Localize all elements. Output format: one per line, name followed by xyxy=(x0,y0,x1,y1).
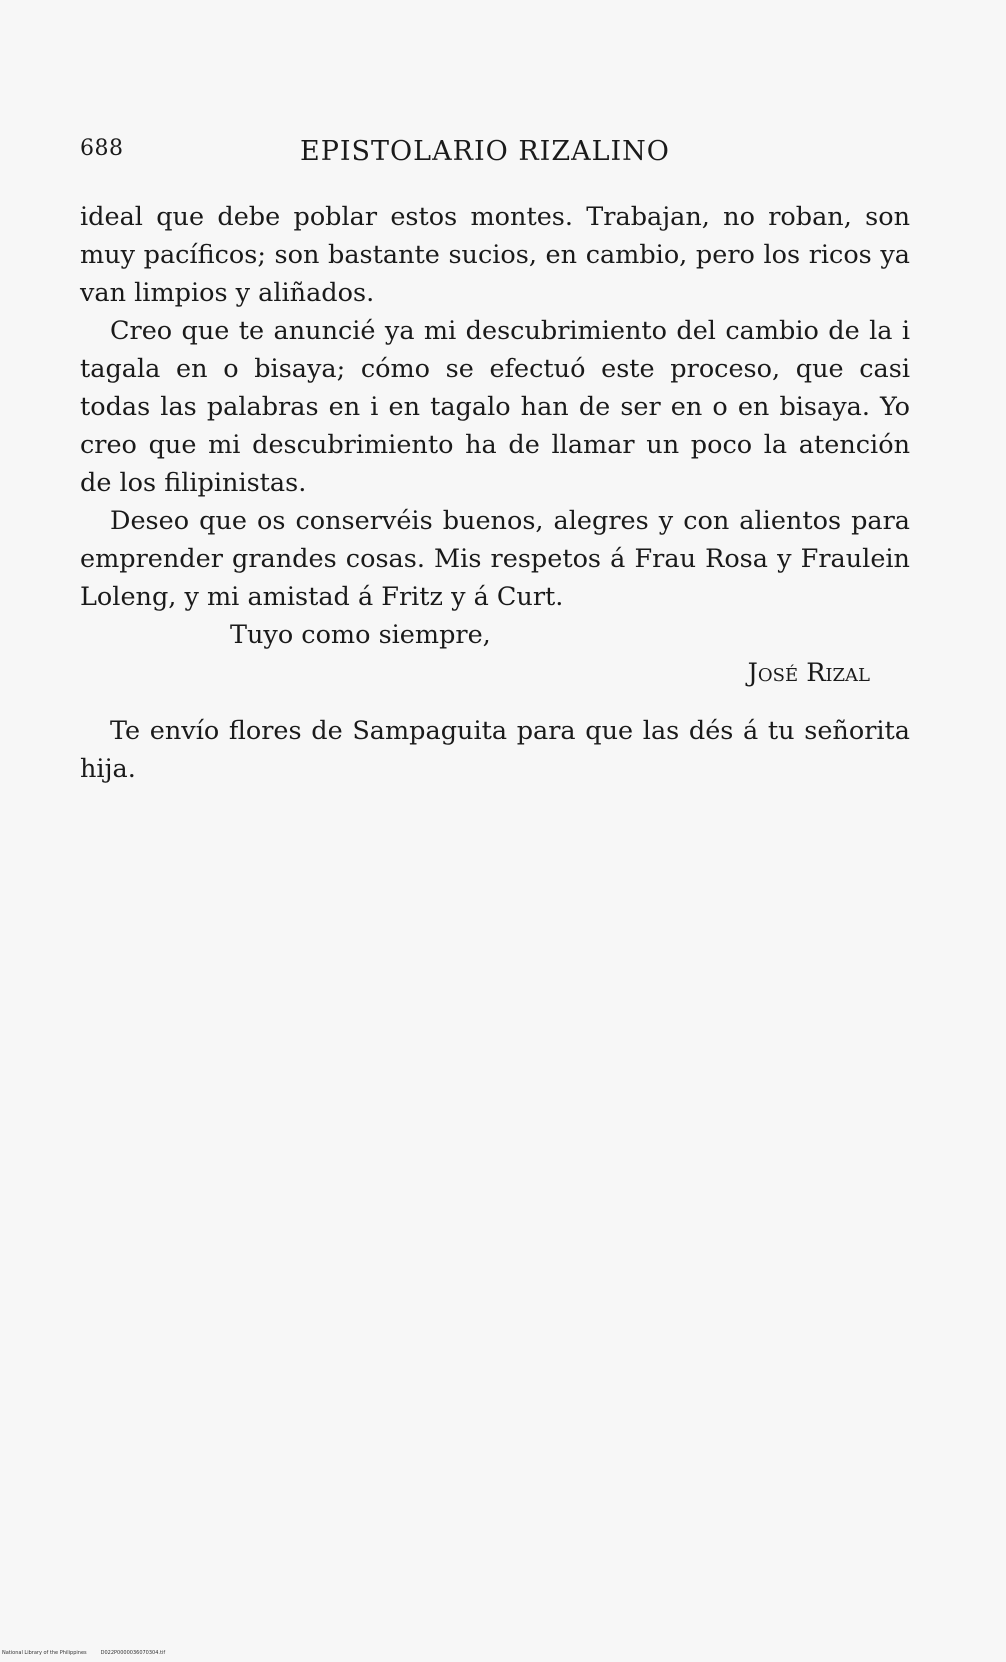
closing-line: Tuyo como siempre, xyxy=(230,620,491,650)
footer-credit xyxy=(2,1650,165,1656)
paragraph-2: Creo que te anuncié ya mi descubrimiento del cambio de la i tagala en o bisaya; cómo se efectuó este proceso, que casi todas las palabras en i en tagalo han de ser en o en bisaya. Yo creo que mi descubrimiento ha de llamar un poco la atención de los filipinistas. xyxy=(80,316,910,498)
page-number: 688 xyxy=(80,136,124,161)
paragraph-1: ideal que debe poblar estos montes. Trabajan, no roban, son muy pacíficos; son bastante sucios, en cambio, pero los ricos ya van limpios y aliñados. xyxy=(80,202,910,308)
footer-identifier: D022P0000036070304.tif xyxy=(100,1650,166,1656)
paragraph-3: Deseo que os conservéis buenos, alegres y con alientos para emprender grandes cosas. Mis respetos á Frau Rosa y Fraulein Loleng, y mi amistad á Fritz y á Curt. xyxy=(80,506,910,612)
signature: José Rizal xyxy=(747,658,870,688)
footer-library: National Library of the Philippines xyxy=(2,1650,87,1656)
letter-body xyxy=(80,198,910,788)
postscript: Te envío flores de Sampaguita para que las dés á tu señorita hija. xyxy=(80,716,910,784)
running-title: EPISTOLARIO RIZALINO xyxy=(300,136,670,167)
